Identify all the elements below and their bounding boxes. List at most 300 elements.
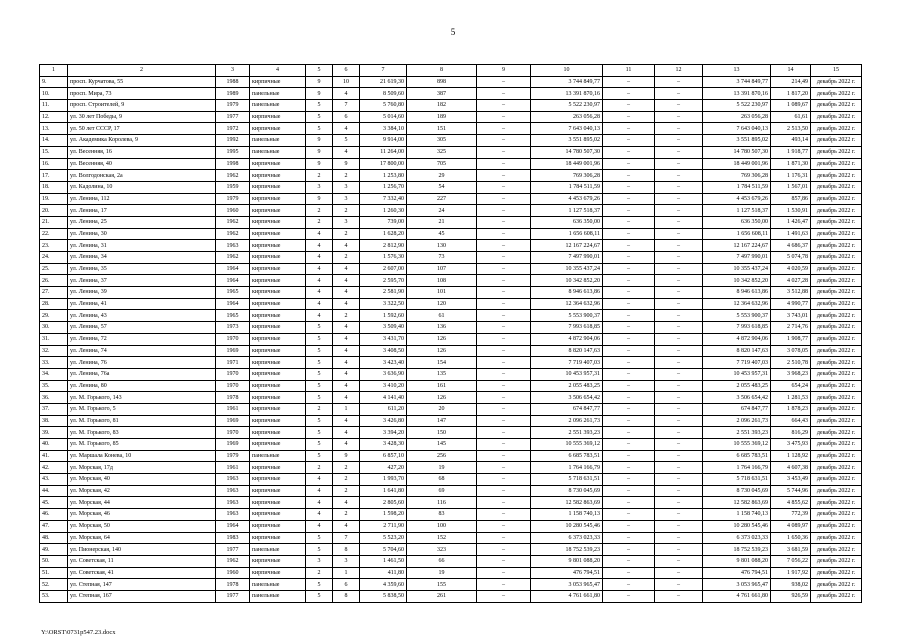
cell-deadline: декабрь 2022 г. bbox=[811, 520, 862, 532]
cell-entrances: 4 bbox=[333, 380, 360, 392]
cell-area: 1 461,50 bbox=[360, 555, 407, 567]
cell-area: 3 431,70 bbox=[360, 333, 407, 345]
cell-col-9: – bbox=[477, 450, 531, 462]
cell-build-year: 1979 bbox=[216, 100, 250, 112]
cell-deadline: декабрь 2022 г. bbox=[811, 263, 862, 275]
cell-total-cost: 12 364 632,96 bbox=[703, 298, 771, 310]
cell-address: ул. Ленина, 72 bbox=[68, 333, 216, 345]
cell-address: ул. Морская, 42 bbox=[68, 485, 216, 497]
cell-row-number: 35. bbox=[40, 380, 68, 392]
cell-col-12: – bbox=[655, 111, 703, 123]
cell-entrances: 5 bbox=[333, 135, 360, 147]
table-header-row bbox=[40, 65, 862, 77]
cell-cost-per-m2: 1 128,92 bbox=[771, 450, 811, 462]
cell-col-9: – bbox=[477, 532, 531, 544]
cell-cost: 5 522 230,97 bbox=[531, 100, 603, 112]
header-cell-deadline: 15 bbox=[811, 65, 862, 77]
cell-entrances: 2 bbox=[333, 509, 360, 521]
cell-col-9: – bbox=[477, 439, 531, 451]
cell-cost-per-m2: 3 453,49 bbox=[771, 474, 811, 486]
cell-col-9: – bbox=[477, 509, 531, 521]
cell-row-number: 26. bbox=[40, 275, 68, 287]
cell-col-12: – bbox=[655, 450, 703, 462]
cell-col-9: – bbox=[477, 88, 531, 100]
cell-address: ул. М. Горького, 85 bbox=[68, 439, 216, 451]
cell-area: 3 408,50 bbox=[360, 345, 407, 357]
cell-col-9: – bbox=[477, 368, 531, 380]
cell-floors: 4 bbox=[306, 298, 333, 310]
cell-wall-material: кирпичные bbox=[250, 193, 306, 205]
cell-col-9: – bbox=[477, 380, 531, 392]
cell-area: 11 264,00 bbox=[360, 146, 407, 158]
cell-col-9: – bbox=[477, 427, 531, 439]
cell-row-number: 29. bbox=[40, 310, 68, 322]
cell-col-9: – bbox=[477, 310, 531, 322]
cell-row-number: 36. bbox=[40, 392, 68, 404]
cell-col-11: – bbox=[603, 368, 655, 380]
cell-row-number: 33. bbox=[40, 357, 68, 369]
cell-entrances: 4 bbox=[333, 146, 360, 158]
cell-col-12: – bbox=[655, 439, 703, 451]
cell-deadline: декабрь 2022 г. bbox=[811, 403, 862, 415]
cell-entrances: 4 bbox=[333, 240, 360, 252]
cell-cost-per-m2: 3 475,93 bbox=[771, 439, 811, 451]
cell-wall-material: кирпичные bbox=[250, 181, 306, 193]
cell-floors: 3 bbox=[306, 555, 333, 567]
cell-total-cost: 636 350,00 bbox=[703, 216, 771, 228]
cell-floors: 5 bbox=[306, 380, 333, 392]
cell-wall-material: кирпичные bbox=[250, 252, 306, 264]
cell-entrances: 3 bbox=[333, 216, 360, 228]
cell-col-12: – bbox=[655, 520, 703, 532]
cell-cost: 14 780 507,30 bbox=[531, 146, 603, 158]
cell-col-11: – bbox=[603, 275, 655, 287]
cell-floors: 5 bbox=[306, 322, 333, 334]
cell-residents: 54 bbox=[407, 181, 477, 193]
cell-address: ул. М. Горького, 143 bbox=[68, 392, 216, 404]
cell-col-11: – bbox=[603, 579, 655, 591]
cell-cost: 4 872 904,06 bbox=[531, 333, 603, 345]
cell-address: просп. Мира, 73 bbox=[68, 88, 216, 100]
header-cell-row-number: 1 bbox=[40, 65, 68, 77]
cell-total-cost: 4 453 679,26 bbox=[703, 193, 771, 205]
cell-address: ул. Морская, 40 bbox=[68, 474, 216, 486]
cell-address: ул. М. Горького, 81 bbox=[68, 415, 216, 427]
cell-col-9: – bbox=[477, 567, 531, 579]
header-cell-wall-material: 4 bbox=[250, 65, 306, 77]
cell-wall-material: кирпичные bbox=[250, 240, 306, 252]
cell-wall-material: кирпичные bbox=[250, 485, 306, 497]
cell-floors: 9 bbox=[306, 76, 333, 88]
cell-entrances: 4 bbox=[333, 439, 360, 451]
cell-total-cost: 1 656 608,11 bbox=[703, 228, 771, 240]
cell-col-9: – bbox=[477, 228, 531, 240]
cell-total-cost: 2 055 483,25 bbox=[703, 380, 771, 392]
cell-address: ул. М. Горького, 83 bbox=[68, 427, 216, 439]
cell-area: 5 760,80 bbox=[360, 100, 407, 112]
cell-entrances: 4 bbox=[333, 88, 360, 100]
cell-entrances: 4 bbox=[333, 287, 360, 299]
header-cell-cost: 10 bbox=[531, 65, 603, 77]
cell-cost-per-m2: 1 908,77 bbox=[771, 333, 811, 345]
cell-row-number: 18. bbox=[40, 181, 68, 193]
cell-col-11: – bbox=[603, 193, 655, 205]
cell-residents: 261 bbox=[407, 590, 477, 602]
cell-area: 1 256,70 bbox=[360, 181, 407, 193]
cell-col-12: – bbox=[655, 298, 703, 310]
cell-col-9: – bbox=[477, 123, 531, 135]
cell-area: 2 711,90 bbox=[360, 520, 407, 532]
cell-col-12: – bbox=[655, 310, 703, 322]
cell-cost: 674 847,77 bbox=[531, 403, 603, 415]
table-row bbox=[40, 462, 862, 474]
cell-wall-material: кирпичные bbox=[250, 474, 306, 486]
cell-cost-per-m2: 4 020,59 bbox=[771, 263, 811, 275]
cell-cost: 1 784 511,59 bbox=[531, 181, 603, 193]
cell-build-year: 1978 bbox=[216, 392, 250, 404]
cell-col-11: – bbox=[603, 590, 655, 602]
cell-residents: 83 bbox=[407, 509, 477, 521]
cell-cost-per-m2: 1 650,36 bbox=[771, 532, 811, 544]
cell-address: ул. Ленина, 76а bbox=[68, 368, 216, 380]
cell-residents: 126 bbox=[407, 333, 477, 345]
cell-wall-material: кирпичные bbox=[250, 216, 306, 228]
cell-address: ул. Ленина, 57 bbox=[68, 322, 216, 334]
cell-cost-per-m2: 4 686,37 bbox=[771, 240, 811, 252]
cell-build-year: 1977 bbox=[216, 111, 250, 123]
header-cell-cost-per-m2: 14 bbox=[771, 65, 811, 77]
cell-col-12: – bbox=[655, 485, 703, 497]
cell-col-12: – bbox=[655, 509, 703, 521]
cell-col-11: – bbox=[603, 88, 655, 100]
cell-wall-material: кирпичные bbox=[250, 368, 306, 380]
cell-total-cost: 9 801 088,20 bbox=[703, 555, 771, 567]
header-cell-col-9: 9 bbox=[477, 65, 531, 77]
cell-row-number: 50. bbox=[40, 555, 68, 567]
cell-deadline: декабрь 2022 г. bbox=[811, 427, 862, 439]
cell-residents: 73 bbox=[407, 252, 477, 264]
table-row bbox=[40, 123, 862, 135]
cell-cost-per-m2: 1 491,63 bbox=[771, 228, 811, 240]
cell-total-cost: 7 993 618,85 bbox=[703, 322, 771, 334]
cell-area: 2 581,90 bbox=[360, 287, 407, 299]
cell-entrances: 9 bbox=[333, 158, 360, 170]
cell-build-year: 1970 bbox=[216, 380, 250, 392]
cell-cost-per-m2: 857,86 bbox=[771, 193, 811, 205]
cell-col-11: – bbox=[603, 100, 655, 112]
cell-address: ул. Степная, 147 bbox=[68, 579, 216, 591]
cell-floors: 4 bbox=[306, 509, 333, 521]
cell-area: 411,80 bbox=[360, 567, 407, 579]
cell-area: 1 576,30 bbox=[360, 252, 407, 264]
cell-cost-per-m2: 1 176,31 bbox=[771, 170, 811, 182]
header-cell-area: 7 bbox=[360, 65, 407, 77]
cell-residents: 152 bbox=[407, 532, 477, 544]
cell-col-11: – bbox=[603, 322, 655, 334]
table-row bbox=[40, 275, 862, 287]
cell-row-number: 51. bbox=[40, 567, 68, 579]
cell-deadline: декабрь 2022 г. bbox=[811, 158, 862, 170]
cell-col-11: – bbox=[603, 567, 655, 579]
cell-address: ул. Морская, 17д bbox=[68, 462, 216, 474]
cell-col-12: – bbox=[655, 170, 703, 182]
cell-col-12: – bbox=[655, 380, 703, 392]
cell-address: ул. Морская, 64 bbox=[68, 532, 216, 544]
cell-residents: 120 bbox=[407, 298, 477, 310]
cell-cost: 10 342 852,20 bbox=[531, 275, 603, 287]
cell-floors: 5 bbox=[306, 333, 333, 345]
cell-col-12: – bbox=[655, 263, 703, 275]
cell-cost-per-m2: 772,39 bbox=[771, 509, 811, 521]
cell-area: 3 394,20 bbox=[360, 427, 407, 439]
cell-col-11: – bbox=[603, 403, 655, 415]
cell-col-9: – bbox=[477, 462, 531, 474]
cell-row-number: 12. bbox=[40, 111, 68, 123]
cell-entrances: 4 bbox=[333, 275, 360, 287]
cell-wall-material: кирпичные bbox=[250, 357, 306, 369]
cell-col-12: – bbox=[655, 590, 703, 602]
cell-cost: 9 801 088,20 bbox=[531, 555, 603, 567]
cell-col-11: – bbox=[603, 509, 655, 521]
cell-col-12: – bbox=[655, 462, 703, 474]
cell-address: ул. Ленина, 34 bbox=[68, 252, 216, 264]
cell-col-12: – bbox=[655, 275, 703, 287]
table-row bbox=[40, 590, 862, 602]
cell-residents: 150 bbox=[407, 427, 477, 439]
cell-deadline: декабрь 2022 г. bbox=[811, 216, 862, 228]
cell-col-9: – bbox=[477, 298, 531, 310]
table-row bbox=[40, 205, 862, 217]
cell-col-12: – bbox=[655, 193, 703, 205]
cell-entrances: 2 bbox=[333, 228, 360, 240]
table-row bbox=[40, 135, 862, 147]
cell-col-12: – bbox=[655, 392, 703, 404]
header-cell-floors: 5 bbox=[306, 65, 333, 77]
cell-cost: 8 946 613,86 bbox=[531, 287, 603, 299]
cell-total-cost: 18 752 539,23 bbox=[703, 544, 771, 556]
cell-cost: 7 643 040,13 bbox=[531, 123, 603, 135]
cell-build-year: 1995 bbox=[216, 146, 250, 158]
table-row bbox=[40, 392, 862, 404]
cell-residents: 305 bbox=[407, 135, 477, 147]
cell-entrances: 1 bbox=[333, 403, 360, 415]
cell-col-9: – bbox=[477, 170, 531, 182]
cell-total-cost: 10 555 369,12 bbox=[703, 439, 771, 451]
cell-address: ул. Кадолина, 10 bbox=[68, 181, 216, 193]
cell-floors: 5 bbox=[306, 439, 333, 451]
cell-floors: 5 bbox=[306, 368, 333, 380]
cell-col-12: – bbox=[655, 205, 703, 217]
table-row bbox=[40, 240, 862, 252]
cell-entrances: 4 bbox=[333, 322, 360, 334]
cell-cost: 7 719 407,03 bbox=[531, 357, 603, 369]
cell-deadline: декабрь 2022 г. bbox=[811, 345, 862, 357]
table-row bbox=[40, 287, 862, 299]
cell-col-12: – bbox=[655, 345, 703, 357]
cell-area: 5 523,20 bbox=[360, 532, 407, 544]
cell-floors: 4 bbox=[306, 497, 333, 509]
cell-deadline: декабрь 2022 г. bbox=[811, 544, 862, 556]
cell-cost-per-m2: 2 510,78 bbox=[771, 357, 811, 369]
cell-area: 21 619,30 bbox=[360, 76, 407, 88]
cell-row-number: 40. bbox=[40, 439, 68, 451]
cell-wall-material: кирпичные bbox=[250, 509, 306, 521]
cell-deadline: декабрь 2022 г. bbox=[811, 228, 862, 240]
cell-col-9: – bbox=[477, 474, 531, 486]
cell-col-9: – bbox=[477, 415, 531, 427]
cell-residents: 387 bbox=[407, 88, 477, 100]
cell-entrances: 2 bbox=[333, 485, 360, 497]
table-row bbox=[40, 579, 862, 591]
cell-floors: 4 bbox=[306, 310, 333, 322]
cell-col-11: – bbox=[603, 427, 655, 439]
cell-cost: 6 373 023,33 bbox=[531, 532, 603, 544]
cell-entrances: 4 bbox=[333, 345, 360, 357]
cell-cost: 18 449 001,96 bbox=[531, 158, 603, 170]
cell-row-number: 48. bbox=[40, 532, 68, 544]
cell-total-cost: 6 685 783,51 bbox=[703, 450, 771, 462]
table-row bbox=[40, 170, 862, 182]
cell-col-12: – bbox=[655, 287, 703, 299]
cell-area: 8 509,60 bbox=[360, 88, 407, 100]
cell-entrances: 4 bbox=[333, 357, 360, 369]
cell-cost: 10 355 437,24 bbox=[531, 263, 603, 275]
cell-cost-per-m2: 3 512,88 bbox=[771, 287, 811, 299]
cell-build-year: 1963 bbox=[216, 240, 250, 252]
cell-wall-material: панельные bbox=[250, 100, 306, 112]
cell-residents: 19 bbox=[407, 462, 477, 474]
cell-cost: 4 761 661,80 bbox=[531, 590, 603, 602]
cell-deadline: декабрь 2022 г. bbox=[811, 76, 862, 88]
cell-cost: 12 364 632,96 bbox=[531, 298, 603, 310]
cell-build-year: 1960 bbox=[216, 567, 250, 579]
cell-build-year: 1962 bbox=[216, 228, 250, 240]
cell-wall-material: кирпичные bbox=[250, 392, 306, 404]
cell-area: 6 857,10 bbox=[360, 450, 407, 462]
cell-wall-material: кирпичные bbox=[250, 462, 306, 474]
cell-col-11: – bbox=[603, 146, 655, 158]
cell-cost: 10 453 957,31 bbox=[531, 368, 603, 380]
cell-floors: 4 bbox=[306, 485, 333, 497]
cell-row-number: 27. bbox=[40, 287, 68, 299]
cell-deadline: декабрь 2022 г. bbox=[811, 485, 862, 497]
cell-entrances: 2 bbox=[333, 462, 360, 474]
cell-total-cost: 1 764 166,79 bbox=[703, 462, 771, 474]
cell-area: 1 628,20 bbox=[360, 228, 407, 240]
cell-floors: 3 bbox=[306, 181, 333, 193]
cell-entrances: 4 bbox=[333, 123, 360, 135]
cell-residents: 45 bbox=[407, 228, 477, 240]
cell-residents: 61 bbox=[407, 310, 477, 322]
cell-build-year: 1977 bbox=[216, 590, 250, 602]
cell-residents: 66 bbox=[407, 555, 477, 567]
cell-deadline: декабрь 2022 г. bbox=[811, 181, 862, 193]
cell-cost-per-m2: 1 530,91 bbox=[771, 205, 811, 217]
cell-deadline: декабрь 2022 г. bbox=[811, 100, 862, 112]
cell-total-cost: 10 453 957,31 bbox=[703, 368, 771, 380]
cell-cost-per-m2: 1 917,92 bbox=[771, 567, 811, 579]
cell-residents: 126 bbox=[407, 392, 477, 404]
cell-area: 2 607,00 bbox=[360, 263, 407, 275]
cell-total-cost: 1 127 518,37 bbox=[703, 205, 771, 217]
cell-floors: 5 bbox=[306, 579, 333, 591]
cell-address: ул. Ленина, 30 bbox=[68, 228, 216, 240]
cell-col-9: – bbox=[477, 135, 531, 147]
cell-col-11: – bbox=[603, 181, 655, 193]
cell-col-11: – bbox=[603, 158, 655, 170]
cell-floors: 5 bbox=[306, 415, 333, 427]
cell-deadline: декабрь 2022 г. bbox=[811, 474, 862, 486]
cell-row-number: 23. bbox=[40, 240, 68, 252]
cell-col-11: – bbox=[603, 357, 655, 369]
cell-deadline: декабрь 2022 г. bbox=[811, 287, 862, 299]
cell-col-11: – bbox=[603, 170, 655, 182]
cell-row-number: 28. bbox=[40, 298, 68, 310]
cell-build-year: 1961 bbox=[216, 403, 250, 415]
cell-total-cost: 1 158 740,13 bbox=[703, 509, 771, 521]
cell-build-year: 1970 bbox=[216, 427, 250, 439]
cell-cost-per-m2: 214,49 bbox=[771, 76, 811, 88]
cell-row-number: 11. bbox=[40, 100, 68, 112]
cell-row-number: 42. bbox=[40, 462, 68, 474]
cell-floors: 2 bbox=[306, 567, 333, 579]
cell-build-year: 1964 bbox=[216, 298, 250, 310]
cell-row-number: 32. bbox=[40, 345, 68, 357]
cell-entrances: 4 bbox=[333, 497, 360, 509]
cell-residents: 227 bbox=[407, 193, 477, 205]
cell-cost: 1 127 518,37 bbox=[531, 205, 603, 217]
cell-deadline: декабрь 2022 г. bbox=[811, 555, 862, 567]
cell-deadline: декабрь 2022 г. bbox=[811, 590, 862, 602]
cell-floors: 9 bbox=[306, 158, 333, 170]
cell-deadline: декабрь 2022 г. bbox=[811, 205, 862, 217]
table-row bbox=[40, 310, 862, 322]
cell-col-9: – bbox=[477, 146, 531, 158]
cell-col-9: – bbox=[477, 216, 531, 228]
cell-residents: 154 bbox=[407, 357, 477, 369]
cell-floors: 5 bbox=[306, 590, 333, 602]
cell-entrances: 1 bbox=[333, 567, 360, 579]
table-row bbox=[40, 532, 862, 544]
cell-col-9: – bbox=[477, 345, 531, 357]
table-row bbox=[40, 228, 862, 240]
cell-cost: 5 553 900,37 bbox=[531, 310, 603, 322]
header-cell-address: 2 bbox=[68, 65, 216, 77]
cell-address: ул. Морская, 46 bbox=[68, 509, 216, 521]
cell-col-9: – bbox=[477, 590, 531, 602]
cell-area: 9 914,00 bbox=[360, 135, 407, 147]
cell-build-year: 1962 bbox=[216, 555, 250, 567]
cell-col-11: – bbox=[603, 392, 655, 404]
cell-deadline: декабрь 2022 г. bbox=[811, 462, 862, 474]
cell-wall-material: кирпичные bbox=[250, 345, 306, 357]
cell-cost-per-m2: 664,43 bbox=[771, 415, 811, 427]
cell-residents: 189 bbox=[407, 111, 477, 123]
cell-address: ул. Академика Королева, 9 bbox=[68, 135, 216, 147]
cell-wall-material: кирпичные bbox=[250, 532, 306, 544]
cell-cost: 2 096 261,73 bbox=[531, 415, 603, 427]
cell-area: 5 838,50 bbox=[360, 590, 407, 602]
cell-total-cost: 18 449 001,96 bbox=[703, 158, 771, 170]
cell-cost: 1 656 608,11 bbox=[531, 228, 603, 240]
cell-floors: 5 bbox=[306, 123, 333, 135]
cell-deadline: декабрь 2022 г. bbox=[811, 567, 862, 579]
cell-cost: 8 820 147,63 bbox=[531, 345, 603, 357]
cell-row-number: 30. bbox=[40, 322, 68, 334]
cell-cost: 636 350,00 bbox=[531, 216, 603, 228]
cell-row-number: 38. bbox=[40, 415, 68, 427]
cell-area: 5 704,60 bbox=[360, 544, 407, 556]
